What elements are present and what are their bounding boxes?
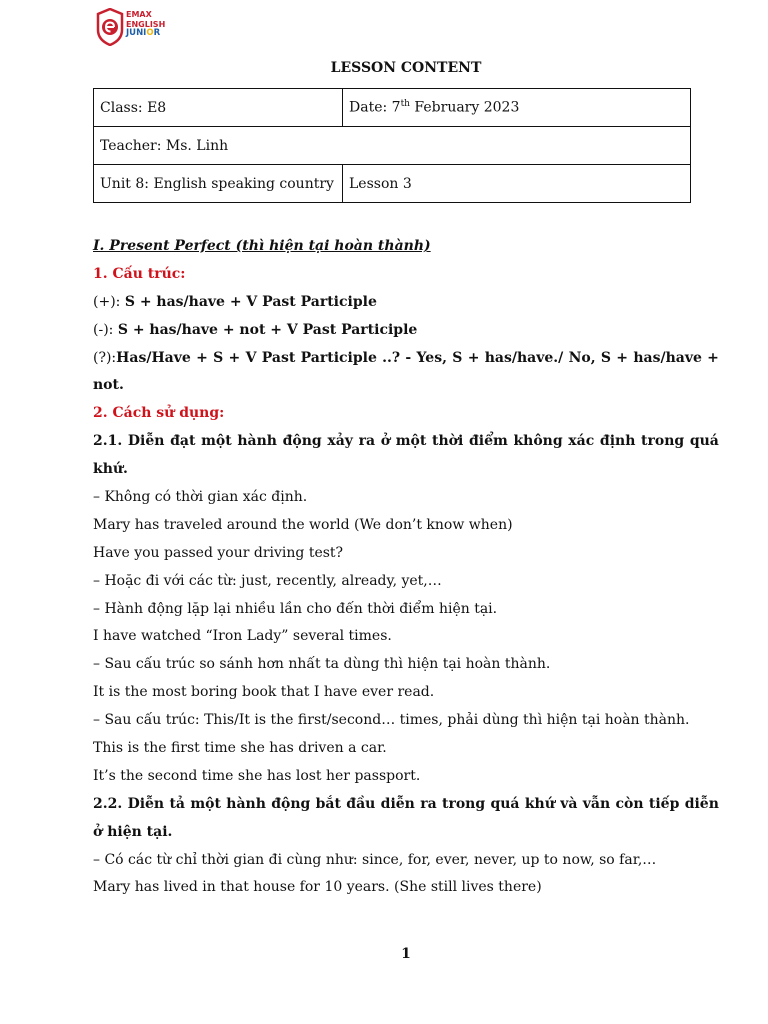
word: định (599, 433, 636, 450)
word: bắt (315, 795, 341, 812)
word: xác (568, 433, 595, 450)
body-line: – Sau cấu trúc so sánh hơn nhất ta dùng thì hiện tại hoàn thành. (93, 656, 551, 673)
body-line: Have you passed your driving test? (93, 544, 344, 561)
body-line: – Sau cấu trúc: This/It is the first/second… times, phải dùng thì hiện tại hoàn thành. (93, 712, 690, 729)
word: trong (441, 795, 486, 812)
word: Diễn (127, 433, 165, 450)
word: + (616, 349, 629, 366)
word: ra (420, 795, 437, 812)
word: Participle (300, 349, 377, 366)
body-line: I have watched “Iron Lady” several times. (93, 628, 392, 645)
word: Has/Have (116, 349, 191, 366)
usage-2-1-heading-end: khứ. (93, 461, 128, 478)
logo-line2: ENGLISH (126, 19, 166, 29)
body-line: It is the most boring book that I have ever read. (93, 684, 435, 701)
word: ..? (382, 349, 401, 366)
structure-question: (?): Has/Have + S + V Past Participle ..? - Yes, S + has/have./ No, S + has/have + (93, 345, 719, 373)
word: ở (380, 433, 391, 450)
word: không (513, 433, 563, 450)
body-line: Mary has traveled around the world (We don’t know when) (93, 516, 513, 533)
logo-line3: JUNIOR (126, 28, 161, 38)
word: hành (237, 433, 277, 450)
word: và (560, 795, 578, 812)
logo-line1: EMAX (126, 10, 152, 19)
word: S (213, 349, 224, 366)
word: + (228, 349, 241, 366)
body-line: Mary has lived in that house for 10 years. (She still lives there) (93, 879, 542, 896)
word: diễn (380, 795, 415, 812)
word: động (282, 433, 322, 450)
body-line: – Hành động lặp lại nhiều lần cho đến thời điểm hiện tại. (93, 600, 498, 617)
word: 2.1. (93, 433, 123, 450)
emax-logo (96, 8, 176, 48)
structure-heading: 1. Cấu trúc: (93, 265, 186, 282)
word: - (405, 349, 412, 366)
usage-2-1-heading (93, 428, 719, 456)
word: S (452, 349, 463, 366)
word: thời (432, 433, 464, 450)
word: + (196, 349, 208, 366)
word: một (201, 433, 232, 450)
word: V (245, 349, 257, 366)
word: động (271, 795, 311, 812)
page-title: LESSON CONTENT (330, 60, 482, 76)
word: No, (568, 349, 596, 366)
unit-cell: Unit 8: English speaking country (94, 165, 343, 203)
word: S (600, 349, 611, 366)
teacher-cell: Teacher: Ms. Linh (94, 127, 691, 165)
structure-question-end: not. (93, 377, 124, 394)
lesson-body (93, 233, 719, 902)
usage-2-1-list (93, 484, 719, 791)
word: Past (261, 349, 296, 366)
usage-2-2-list (93, 847, 719, 903)
word: 2.2. (93, 795, 123, 812)
lesson-info-table (93, 88, 691, 203)
word: diễn (684, 795, 719, 812)
structure-positive: (+): S + has/have + V Past Participle (93, 293, 377, 310)
section-heading: I. Present Perfect (thì hiện tại hoàn thành) (93, 238, 431, 254)
date-cell: Date: 7th February 2023 (343, 89, 691, 127)
body-line: – Có các từ chỉ thời gian đi cùng như: since, for, ever, never, up to now, so far,… (93, 851, 657, 868)
logo-wordmark (126, 10, 165, 39)
shield-logo-icon (96, 8, 124, 46)
word: đạt (170, 433, 196, 450)
word: trong (641, 433, 685, 450)
word: điểm (468, 433, 508, 450)
word: ra (358, 433, 376, 450)
class-cell: Class: E8 (94, 89, 343, 127)
page-number: 1 (401, 946, 411, 962)
word: + (707, 349, 719, 366)
word: hành (226, 795, 266, 812)
body-line: It’s the second time she has lost her passport. (93, 767, 421, 784)
usage-2-2-heading (93, 791, 719, 819)
lesson-cell: Lesson 3 (343, 165, 691, 203)
structure-negative: (-): S + has/have + not + V Past Participle (93, 321, 418, 338)
word: đầu (346, 795, 376, 812)
usage-heading: 2. Cách sử dụng: (93, 405, 225, 422)
word: has/have./ (484, 349, 564, 366)
word: has/have (633, 349, 702, 366)
word: còn (615, 795, 644, 812)
body-line: This is the first time she has driven a car. (93, 740, 387, 757)
word: quá (490, 795, 520, 812)
word: tiếp (648, 795, 680, 812)
word: một (395, 433, 427, 450)
body-line: – Không có thời gian xác định. (93, 489, 308, 506)
word: Yes, (416, 349, 447, 366)
word: quá (689, 433, 719, 450)
word: xảy (327, 433, 353, 450)
body-line: – Hoặc đi với các từ: just, recently, already, yet,… (93, 572, 442, 589)
word: một (190, 795, 221, 812)
word: vẫn (582, 795, 611, 812)
word: khứ (524, 795, 555, 812)
usage-2-2-heading-end: ở hiện tại. (93, 823, 173, 840)
word: Diễn (127, 795, 165, 812)
word: + (467, 349, 480, 366)
word: tả (169, 795, 185, 812)
